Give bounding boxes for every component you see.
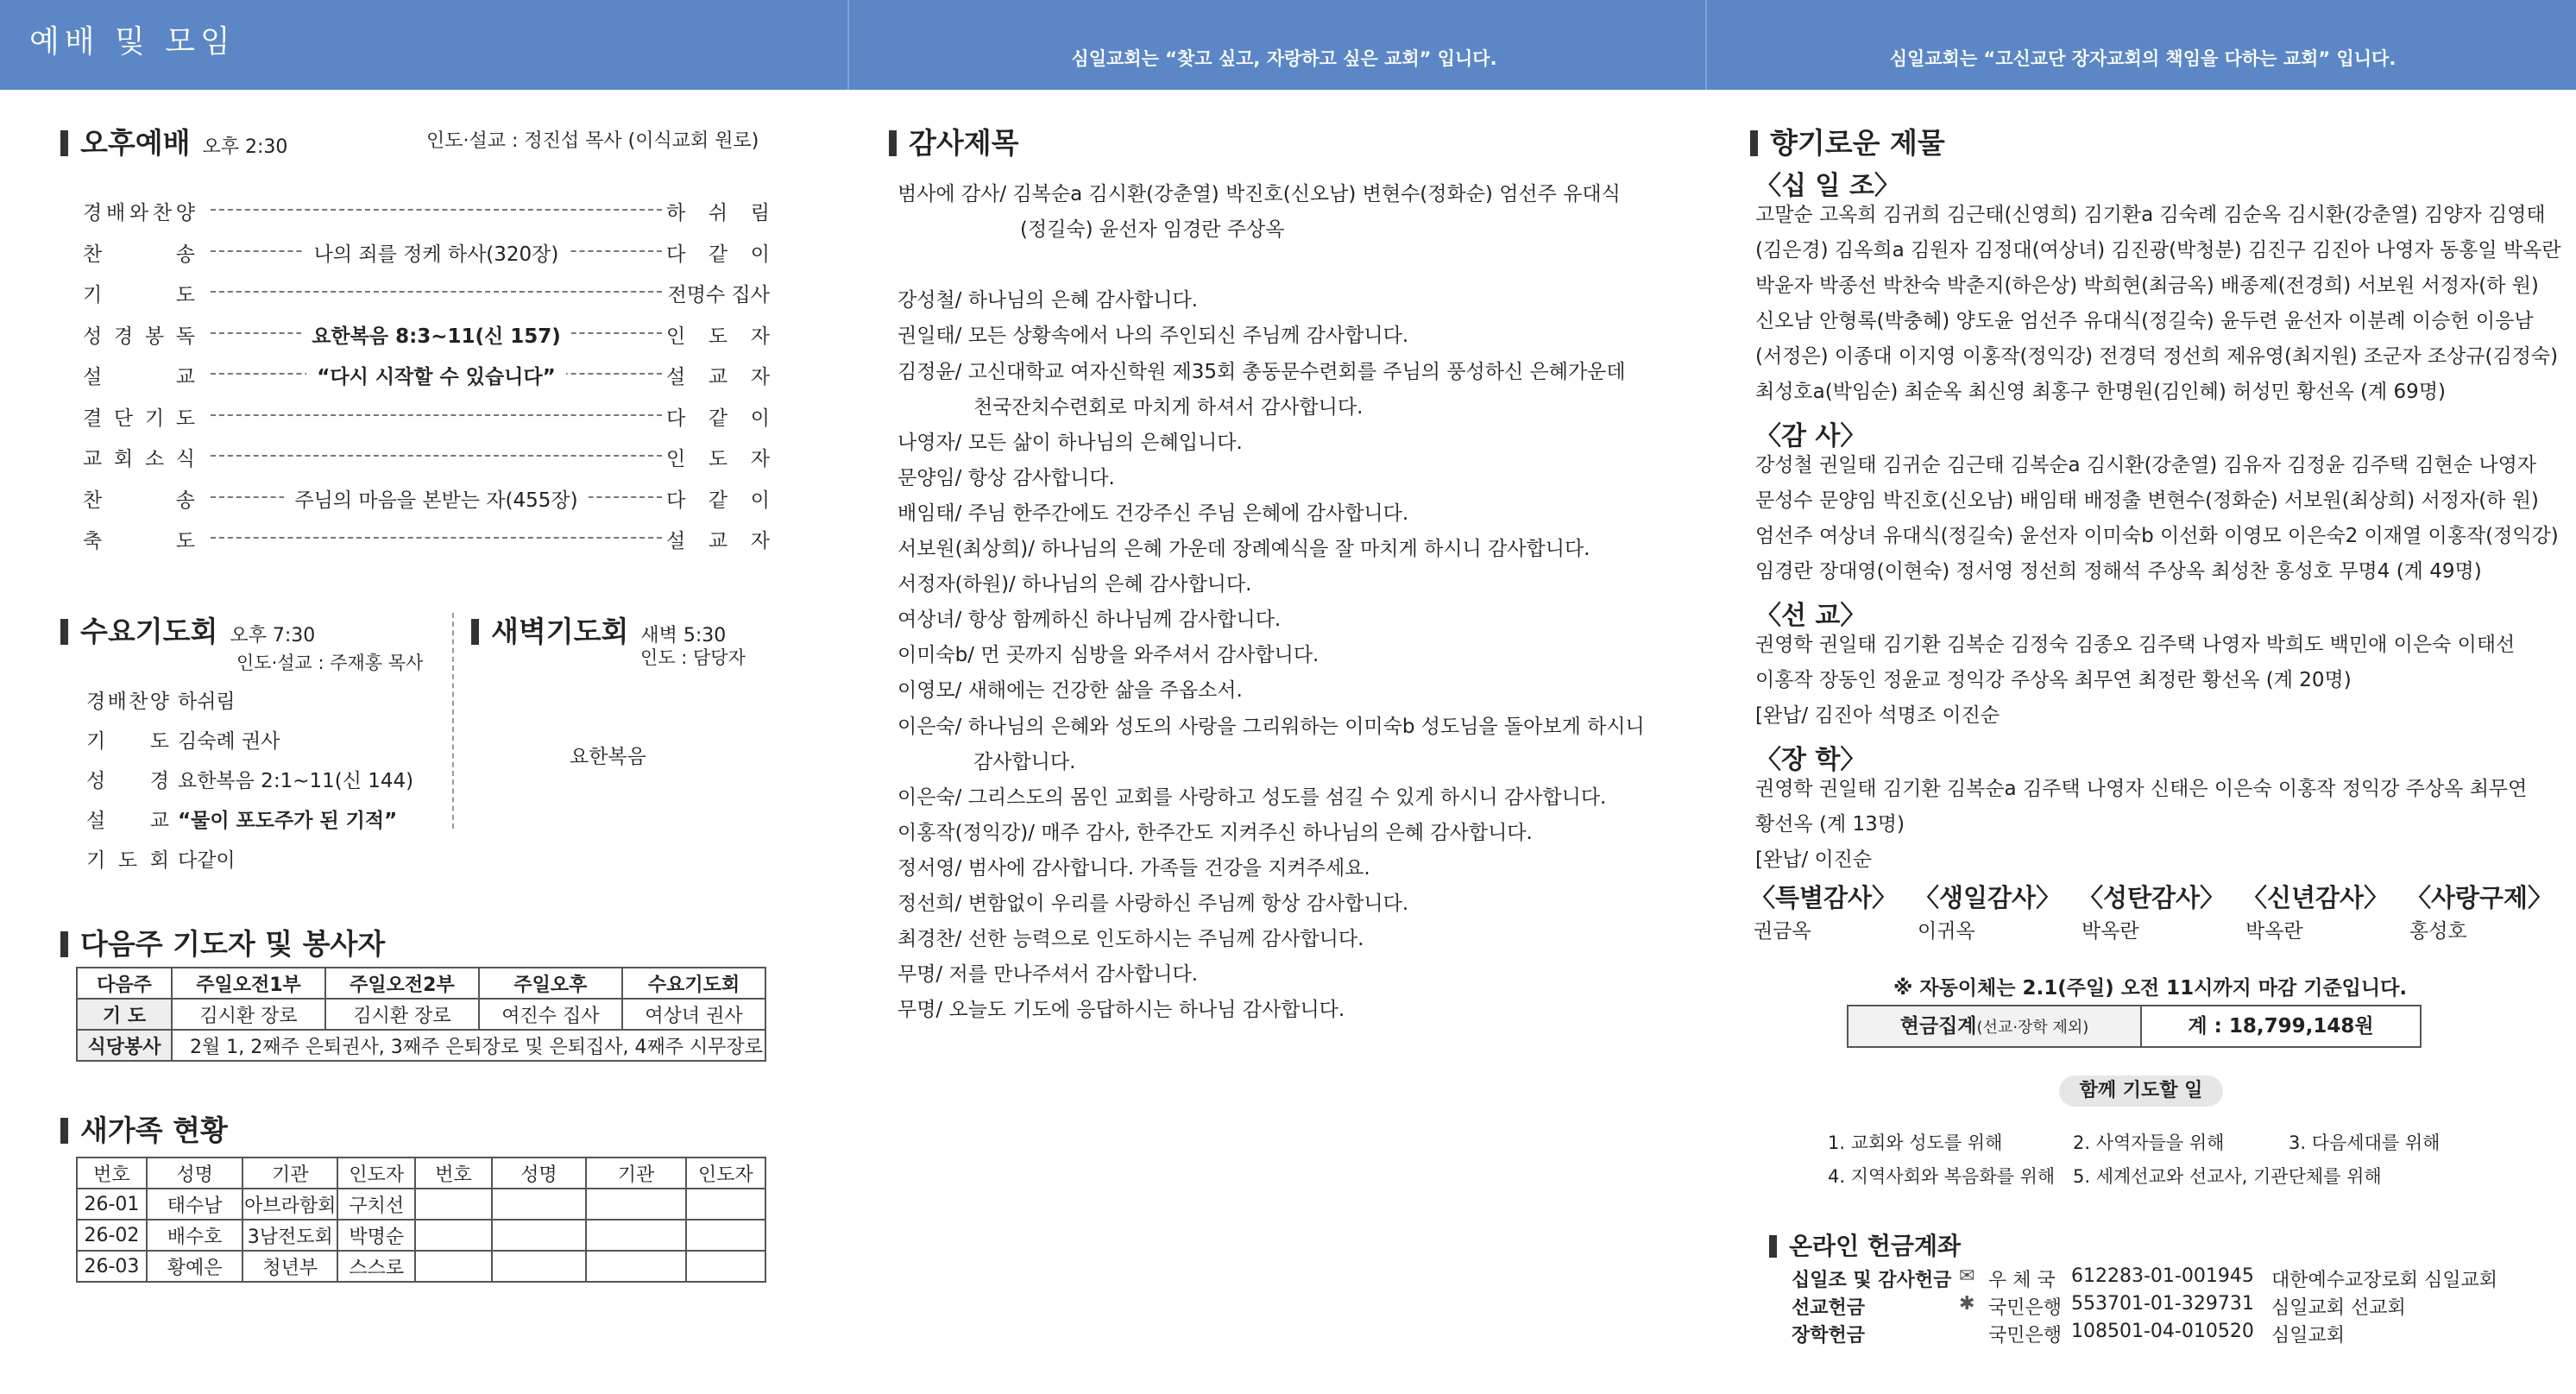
offering-names: 문성수 문양임 박진호(신오남) 배임태 배정출 변현수(정화순) 서보원(최상희) 서정자(하 원) bbox=[1755, 489, 2539, 512]
wednesday-row bbox=[86, 685, 236, 711]
offering-names: 강성철 권일태 김귀순 김근태 김복순a 김시환(강춘열) 김유자 김정윤 김주택 김현순 나영자 bbox=[1755, 454, 2536, 476]
table-cell bbox=[492, 1251, 587, 1282]
order-label: 찬 송 bbox=[83, 489, 195, 512]
order-person: 인 도 자 bbox=[666, 448, 770, 470]
order-row bbox=[83, 238, 770, 264]
column-header: 인도자 bbox=[337, 1157, 415, 1189]
prayer-item: 4. 지역사회와 복음화를 위해 bbox=[1828, 1166, 2056, 1187]
table-cell bbox=[686, 1251, 765, 1282]
order-label: 찬 송 bbox=[83, 243, 195, 266]
offering-names: [완납/ 이진순 bbox=[1755, 848, 1873, 871]
account-label: 장학헌금 bbox=[1792, 1325, 1866, 1347]
table-cell bbox=[586, 1220, 686, 1251]
offering-names: 임경란 장대영(이현숙) 정서영 정선희 정해석 주상옥 최성찬 홍성호 무명4 (계 49명) bbox=[1755, 560, 2482, 583]
account-number[interactable]: 553701-01-329731 bbox=[2071, 1293, 2254, 1315]
offering-names: 황선옥 (계 13명) bbox=[1755, 813, 1905, 836]
table-row bbox=[77, 1157, 765, 1189]
order-row bbox=[83, 279, 770, 305]
thanks-item: 김정윤/ 고신대학교 여자신학원 제35회 총동문수련회를 주님의 풍성하신 은혜가운데 bbox=[898, 360, 1626, 383]
account-holder: 심일교회 bbox=[2271, 1325, 2346, 1347]
order-person: 설 교 자 bbox=[666, 366, 770, 388]
thanks-item: 무명/ 오늘도 기도에 응답하시는 하나님 감사합니다. bbox=[898, 999, 1345, 1022]
special-name: 홍성호 bbox=[2409, 920, 2467, 943]
order-person: 다 같 이 bbox=[666, 489, 770, 512]
special-category: 〈신년감사〉 bbox=[2242, 883, 2390, 912]
table-row: 기 도 김시환 장로 김시환 장로 여진수 집사 여상녀 권사 bbox=[77, 999, 765, 1030]
wednesday-label: 기 도 bbox=[86, 730, 169, 753]
dawn-leader: 인도 : 담당자 bbox=[640, 647, 746, 668]
table-cell bbox=[686, 1189, 765, 1220]
afternoon-service-title: 오후예배 오후 2:30 bbox=[60, 121, 287, 161]
offering-names: 최성호a(박임순) 최순옥 최신영 최홍구 한명원(김인혜) 허성민 황선옥 (계 69명) bbox=[1755, 381, 2447, 403]
account-number[interactable]: 108501-04-010520 bbox=[2071, 1321, 2254, 1342]
offering-names: [완납/ 김진아 석명조 이진순 bbox=[1755, 704, 2000, 727]
wednesday-title: 수요기도회 오후 7:30 bbox=[60, 609, 315, 650]
thanks-item: 정선희/ 변함없이 우리를 사랑하신 주님께 항상 감사합니다. bbox=[898, 893, 1409, 915]
wednesday-row bbox=[86, 765, 413, 791]
thanks-title: 감사제목 bbox=[889, 121, 1019, 161]
next-week-table bbox=[76, 967, 766, 1062]
column-header: 번호 bbox=[77, 1157, 147, 1189]
thanks-item: 무명/ 저를 만나주셔서 감사합니다. bbox=[898, 963, 1199, 987]
wednesday-label: 경 배 찬 양 bbox=[86, 691, 169, 713]
column-header: 성명 bbox=[147, 1157, 243, 1189]
prayer-item: 1. 교회와 성도를 위해 bbox=[1828, 1132, 2003, 1153]
table-cell: 황예은 bbox=[147, 1251, 243, 1282]
offering-names: 권영학 권일태 김기환 김복순a 김주택 나영자 신태은 이은숙 이홍작 정익강 주상옥 최무연 bbox=[1755, 778, 2528, 800]
prayer-item: 2. 사역자들을 위해 bbox=[2073, 1132, 2225, 1153]
order-detail: 나의 죄를 정케 하사(320장) bbox=[211, 238, 662, 267]
thanks-item: 강성철/ 하나님의 은혜 감사합니다. bbox=[898, 289, 1199, 312]
leader-line bbox=[211, 414, 662, 416]
offering-names: (서정은) 이종대 이지영 이홍작(정익강) 전경덕 정선희 제유영(최지원) 조군자 조상규(김정숙) bbox=[1755, 345, 2559, 368]
column-header: 인도자 bbox=[686, 1157, 765, 1189]
special-name: 이귀옥 bbox=[1918, 920, 1975, 943]
table-cell bbox=[415, 1220, 491, 1251]
table-cell bbox=[586, 1189, 686, 1220]
dawn-text: 요한복음 bbox=[570, 746, 646, 768]
order-person: 전명수 집사 bbox=[667, 284, 770, 306]
order-detail: “다시 시작할 수 있습니다” bbox=[211, 361, 662, 389]
leader-line bbox=[211, 209, 662, 211]
offering-names: 이홍작 장동인 정윤교 정익강 주상옥 최무연 최정란 황선옥 (계 20명) bbox=[1755, 669, 2352, 691]
thanks-item: 권일태/ 모든 상황속에서 나의 주인되신 주님께 감사합니다. bbox=[898, 325, 1409, 348]
column-header: 성명 bbox=[492, 1157, 587, 1189]
wednesday-label: 설 교 bbox=[86, 810, 169, 832]
thanks-item: 감사합니다. bbox=[973, 750, 1076, 773]
order-label: 성 경 봉 독 bbox=[83, 325, 195, 348]
order-label: 교 회 소 식 bbox=[83, 448, 195, 470]
special-name: 박옥란 bbox=[2245, 920, 2303, 943]
account-holder: 대한예수교장로회 심일교회 bbox=[2271, 1270, 2498, 1291]
column-header: 기관 bbox=[242, 1157, 337, 1189]
order-person: 설 교 자 bbox=[666, 530, 770, 552]
thanks-item: 서보원(최상희)/ 하나님의 은혜 가운데 장례예식을 잘 마치게 하시니 감사합니다. bbox=[898, 538, 1590, 560]
offering-names: 신오남 안형록(박충혜) 양도윤 엄선주 유대식(정길숙) 윤두련 윤선자 이분례 이승헌 이응남 bbox=[1755, 310, 2534, 332]
order-label: 설 교 bbox=[83, 366, 195, 388]
thanks-item: 천국잔치수련회로 마치게 하셔서 감사합니다. bbox=[973, 395, 1364, 419]
bank-name: 국민은행 bbox=[1988, 1325, 2063, 1347]
next-week-title: 다음주 기도자 및 봉사자 bbox=[60, 922, 385, 962]
table-cell: 3남전도회 bbox=[242, 1220, 337, 1251]
thanks-item: 이은숙/ 그리스도의 몸인 교회를 사랑하고 성도를 섬길 수 있게 하시니 감사합니다. bbox=[898, 785, 1607, 809]
order-row bbox=[83, 443, 770, 469]
table-cell: 배수호 bbox=[147, 1220, 243, 1251]
offerings-title: 향기로운 제물 bbox=[1750, 121, 1945, 161]
offering-category: 〈장 학〉 bbox=[1755, 745, 1867, 775]
thanks-item: 문양임/ 항상 감사합니다. bbox=[898, 466, 1115, 489]
prayer-item: 3. 다음세대를 위해 bbox=[2289, 1132, 2441, 1153]
table-cell: 스스로 bbox=[337, 1251, 415, 1282]
banner-middle: 심일교회는 “찾고 싶고, 자랑하고 싶은 교회” 입니다. bbox=[1071, 48, 1497, 69]
cash-total: 계 : 18,799,148원 bbox=[2188, 1015, 2374, 1038]
new-family-table bbox=[76, 1157, 766, 1283]
column-header: 번호 bbox=[415, 1157, 491, 1189]
offering-category: 〈감 사〉 bbox=[1755, 421, 1867, 451]
wednesday-label: 기 도 회 bbox=[86, 849, 169, 872]
order-label: 결 단 기 도 bbox=[83, 407, 195, 430]
order-person: 다 같 이 bbox=[666, 407, 770, 430]
order-person: 하 쉬 림 bbox=[666, 202, 770, 224]
divider bbox=[1705, 0, 1707, 90]
account-holder: 심일교회 선교회 bbox=[2271, 1297, 2406, 1319]
table-cell: 청년부 bbox=[242, 1251, 337, 1282]
special-category: 〈특별감사〉 bbox=[1750, 883, 1898, 912]
order-label: 축 도 bbox=[83, 530, 195, 552]
table-cell bbox=[492, 1220, 587, 1251]
thanks-item: 이영모/ 새해에는 건강한 삶을 주옵소서. bbox=[898, 679, 1243, 703]
table-cell: 태수남 bbox=[147, 1189, 243, 1220]
order-label: 기 도 bbox=[83, 284, 195, 306]
account-label: 선교헌금 bbox=[1792, 1297, 1866, 1319]
order-label: 경 배 와 찬 양 bbox=[83, 202, 195, 224]
wednesday-value: “물이 포도주가 된 기적” bbox=[178, 810, 398, 832]
thanks-item: 서정자(하원)/ 하나님의 은혜 감사합니다. bbox=[898, 573, 1252, 596]
thanks-item: 범사에 감사/ 김복순a 김시환(강춘열) 박진호(신오남) 변현수(정화순) 엄선주 유대식 bbox=[898, 183, 1621, 205]
afternoon-leader: 인도·설교 : 정진섭 목사 (이식교회 원로) bbox=[426, 130, 759, 152]
table-cell bbox=[686, 1220, 765, 1251]
offering-names: 엄선주 여상녀 유대식(정길숙) 윤선자 이미숙b 이선화 이영모 이은숙2 이재열 이홍작(정익강) bbox=[1755, 525, 2559, 547]
special-name: 박옥란 bbox=[2082, 920, 2139, 943]
offering-names: 고말순 고옥희 김귀희 김근태(신영희) 김기환a 김숙례 김순옥 김시환(강춘열) 김양자 김영태 bbox=[1755, 204, 2546, 226]
offering-category: 〈선 교〉 bbox=[1755, 601, 1867, 631]
online-title: 온라인 헌금계좌 bbox=[1769, 1227, 1961, 1262]
thanks-item: 나영자/ 모든 삶이 하나님의 은혜입니다. bbox=[898, 431, 1243, 454]
order-detail: 주님의 마음을 본받는 자(455장) bbox=[211, 484, 662, 513]
table-cell: 26-01 bbox=[77, 1189, 147, 1220]
table-cell bbox=[586, 1251, 686, 1282]
wednesday-leader: 인도·설교 : 주재홍 목사 bbox=[236, 653, 424, 673]
wednesday-row bbox=[86, 725, 280, 751]
table-cell: 구치선 bbox=[337, 1189, 415, 1220]
offering-names: (김은경) 김옥희a 김원자 김정대(여상녀) 김진광(박청분) 김진구 김진아 나영자 동홍일 박옥란 bbox=[1755, 239, 2561, 262]
auto-transfer-notice: ※ 자동이체는 2.1(주일) 오전 11시까지 마감 기준입니다. bbox=[1893, 977, 2408, 1000]
leader-line bbox=[211, 455, 662, 457]
kb-bank-icon: ✱ bbox=[1959, 1293, 1975, 1315]
table-cell bbox=[415, 1251, 491, 1282]
thanks-item: 여상녀/ 항상 함께하신 하나님께 감사합니다. bbox=[898, 609, 1282, 632]
table-cell: 26-02 bbox=[77, 1220, 147, 1251]
offering-category: 〈십 일 조〉 bbox=[1755, 171, 1900, 201]
table-row: 다음주 주일오전1부 주일오전2부 주일오후 수요기도회 bbox=[77, 968, 765, 999]
table-cell: 아브라함회 bbox=[242, 1189, 337, 1220]
table-cell: 26-03 bbox=[77, 1251, 147, 1282]
thanks-item: 이은숙/ 하나님의 은혜와 성도의 사랑을 그리워하는 이미숙b 성도님을 돌아보게 하시니 bbox=[898, 715, 1645, 738]
order-detail: 요한복음 8:3~11(신 157) bbox=[211, 320, 662, 349]
special-category: 〈성탄감사〉 bbox=[2078, 883, 2226, 912]
thanks-item: 정서영/ 범사에 감사합니다. 가족들 건강을 지켜주세요. bbox=[898, 856, 1370, 880]
bank-name: 국민은행 bbox=[1988, 1297, 2063, 1319]
prayer-title: 함께 기도할 일 bbox=[2059, 1075, 2223, 1107]
divider bbox=[847, 0, 849, 90]
page-title: 예배 및 모임 bbox=[29, 24, 236, 60]
thanks-item: 배임태/ 주님 한주간에도 건강주신 주님 은혜에 감사합니다. bbox=[898, 501, 1409, 525]
order-row bbox=[83, 484, 770, 510]
wednesday-value: 하쉬림 bbox=[178, 691, 236, 713]
banner-right: 심일교회는 “고신교단 장자교회의 책임을 다하는 교회” 입니다. bbox=[1889, 48, 2396, 69]
wednesday-value: 김숙례 권사 bbox=[178, 730, 280, 753]
wednesday-row bbox=[86, 844, 236, 870]
order-row bbox=[83, 525, 770, 551]
leader-line bbox=[211, 537, 662, 539]
cash-label-cell: 현금집계(선교·장학 제외) bbox=[1849, 1006, 2142, 1046]
thanks-item: 이홍작(정익강)/ 매주 감사, 한주간도 지켜주신 하나님의 은혜 감사합니다. bbox=[898, 821, 1533, 844]
special-name: 권금옥 bbox=[1754, 920, 1811, 943]
post-office-icon: ✉ bbox=[1959, 1265, 1975, 1287]
table-row bbox=[77, 1251, 765, 1282]
account-label: 십일조 및 감사헌금 bbox=[1792, 1270, 1952, 1291]
header-bar bbox=[0, 0, 2576, 90]
order-row bbox=[83, 197, 770, 223]
cash-total-box bbox=[1847, 1005, 2422, 1048]
thanks-item: (정길숙) 윤선자 임경란 주상옥 bbox=[1020, 218, 1285, 242]
special-category: 〈사랑구제〉 bbox=[2406, 883, 2554, 912]
offering-names: 박윤자 박종선 박찬숙 박춘지(하은상) 박희현(최금옥) 배종제(전경희) 서보원 서정자(하 원) bbox=[1755, 274, 2539, 297]
table-cell: 박명순 bbox=[337, 1220, 415, 1251]
column-header: 기관 bbox=[586, 1157, 686, 1189]
divider bbox=[452, 613, 454, 829]
table-cell bbox=[492, 1189, 587, 1220]
table-cell bbox=[415, 1189, 491, 1220]
order-row bbox=[83, 361, 770, 387]
table-row bbox=[77, 1189, 765, 1220]
wednesday-label: 성 경 bbox=[86, 770, 169, 792]
table-row: 식당봉사 2월 1, 2째주 은퇴권사, 3째주 은퇴장로 및 은퇴집사, 4째주 시무장로 bbox=[77, 1030, 765, 1061]
dawn-title: 새벽기도회 새벽 5:30 bbox=[471, 609, 726, 650]
table-row bbox=[77, 1220, 765, 1251]
bank-name: 우 체 국 bbox=[1988, 1270, 2056, 1291]
wednesday-value: 다같이 bbox=[178, 849, 236, 872]
wednesday-value: 요한복음 2:1~11(신 144) bbox=[178, 770, 414, 792]
new-family-title: 새가족 현황 bbox=[60, 1108, 228, 1149]
thanks-item: 이미숙b/ 먼 곳까지 심방을 와주셔서 감사합니다. bbox=[898, 644, 1319, 667]
offering-names: 권영학 권일태 김기환 김복순 김정숙 김종오 김주택 나영자 박희도 백민애 이은숙 이태선 bbox=[1755, 634, 2516, 656]
wednesday-row bbox=[86, 804, 397, 830]
order-person: 다 같 이 bbox=[666, 243, 770, 266]
order-row bbox=[83, 402, 770, 428]
thanks-item: 최경찬/ 선한 능력으로 인도하시는 주님께 감사합니다. bbox=[898, 928, 1364, 951]
order-row bbox=[83, 320, 770, 346]
order-person: 인 도 자 bbox=[666, 325, 770, 348]
section-bar bbox=[60, 130, 68, 156]
account-number[interactable]: 612283-01-001945 bbox=[2071, 1265, 2254, 1287]
leader-line bbox=[211, 291, 662, 293]
special-category: 〈생일감사〉 bbox=[1914, 883, 2062, 912]
prayer-item: 5. 세계선교와 선교사, 기관단체를 위해 bbox=[2073, 1166, 2382, 1187]
